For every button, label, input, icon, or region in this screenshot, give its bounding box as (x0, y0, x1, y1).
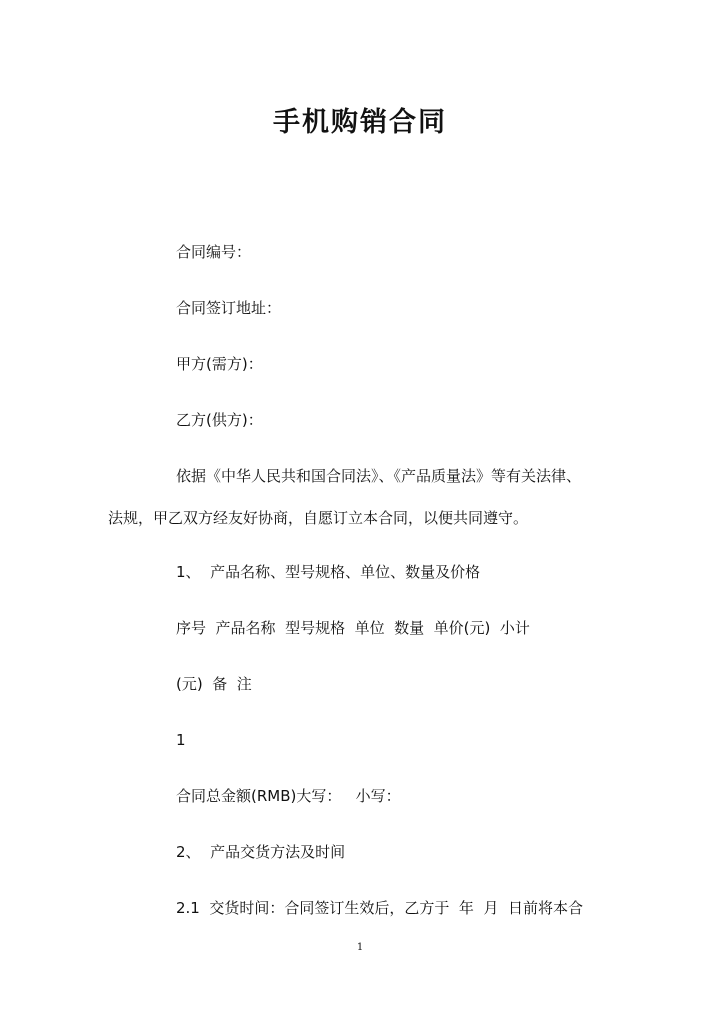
table-header-line-1: 序号 产品名称 型号规格 单位 数量 单价(元) 小计 (176, 619, 530, 637)
table-header-line-2: (元) 备 注 (176, 675, 252, 693)
total-amount-line: 合同总金额(RMB)大写： 小写： (176, 787, 401, 805)
basis-paragraph-line-2: 法规，甲乙双方经友好协商，自愿订立本合同，以便共同遵守。 (108, 509, 529, 527)
section-2-1-line: 2.1 交货时间：合同签订生效后，乙方于 年 月 日前将本合 (176, 899, 584, 917)
party-b-label: 乙方(供方)： (176, 411, 263, 429)
table-row-number: 1 (176, 731, 186, 749)
section-2-heading: 2、 产品交货方法及时间 (176, 843, 346, 861)
section-1-heading: 1、 产品名称、型号规格、单位、数量及价格 (176, 563, 481, 581)
party-a-label: 甲方(需方)： (176, 355, 263, 373)
signing-location-label: 合同签订地址： (176, 299, 282, 317)
document-title: 手机购销合同 (273, 107, 447, 138)
page-number: 1 (356, 942, 364, 953)
contract-number-label: 合同编号： (176, 243, 252, 261)
basis-paragraph-line-1: 依据《中华人民共和国合同法》、《产品质量法》等有关法律、 (176, 467, 582, 485)
